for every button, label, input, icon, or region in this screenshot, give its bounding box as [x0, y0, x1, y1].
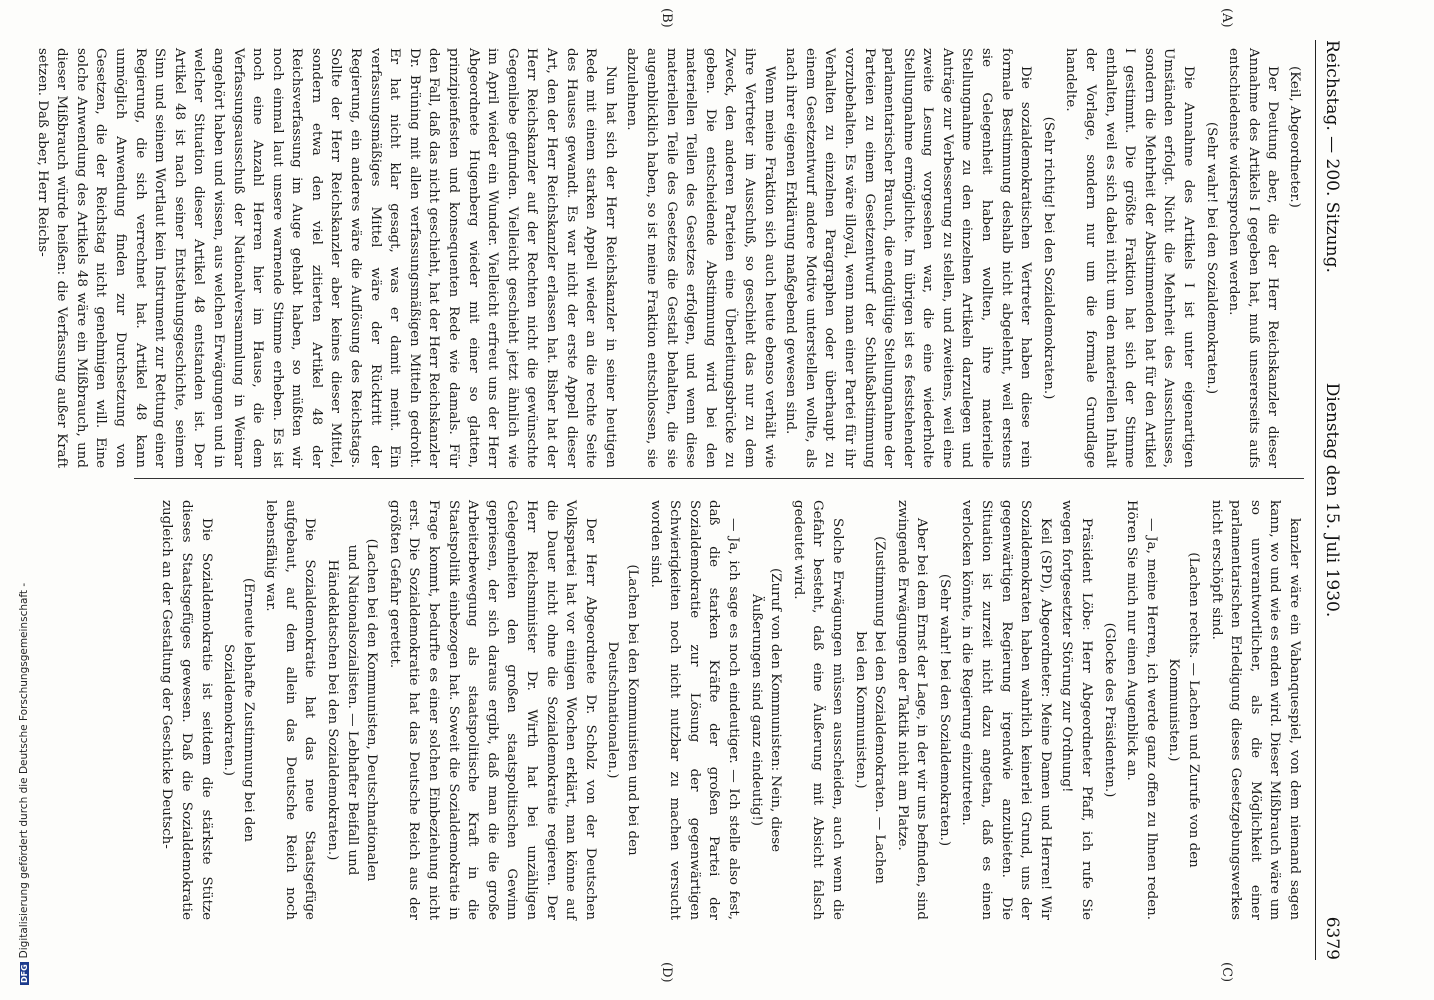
paragraph: — Ja, ich sage es noch eindeutiger. — Ich stelle also fest, daß die starken Kräfte der großen Partei der Sozialdemokratie zur Lösung der gegenwärtigen Schwierigkeiten noch nicht nutzbar zu machen versucht worden sind. — [647, 500, 741, 920]
column-divider — [134, 478, 1304, 479]
left-text-column — [30, 48, 1304, 468]
paragraph: Der Herr Abgeordnete Dr. Scholz von der Deutschen Volkspartei hat vor einigen Wochen erklärt, man könne auf die Dauer nicht ohne die Sozialdemokratie regieren. Der Herr Reichsminister Dr. Wirth hat bei unzähligen Gelegenheiten den großen staatspolitischen Gewinn gepriesen, der sich daraus ergibt, daß man die die große Arbeiterbewegung als staatspolitische Kraft in die Staatspolitik einbezogen hat. Soweit die Sozialdemokratie in Frage kommt, bedurfte es einer solchen Einbeziehung nicht erst. Die Sozialdemokratie hat das Deutsche Reich aus der größten Gefahr gerettet. — [386, 500, 598, 920]
paragraph: Aber bei dem Ernst der Lage, in der wir uns befinden, sind zwingende Erwägungen der Taktik nicht am Platze. — [894, 500, 930, 920]
footer-text: Digitalisierung gefördert durch die Deutsche Forschungsgemeinschaft - — [18, 582, 30, 959]
paragraph: Die sozialdemokratischen Vertreter haben diese rein formale Bestimmung deshalb nicht abgelehnt, weil erstens sie Gelegenheit haben wollten, ihre materielle Stellungnahme zu den einzelnen Artikeln darzulegen und Anträge zur Verbesserung zu stellen, und zweitens, weil eine zweite Lesung vorgesehen war, die eine wiederholte Stellungnahme ermöglichte. Im übrigen ist es feststehender parlamentarischer Brauch, die endgültige Stellungnahme der Parteien zu einem Gesetzentwurf der Schlußabstimmung vorzubehalten. Es wäre illoyal, wenn man einer Partei für ihr Verhalten zu einzelnen Paragraphen oder überhaupt zu einem Gesetzentwurf andere Motive unterstellen wollte, als nach ihrer eigenen Erklärung maßgebend gewesen sind. — [783, 48, 1034, 468]
margin-marker-b: (B) — [659, 8, 674, 28]
page-header — [1316, 40, 1342, 960]
interjection: (Lachen rechts. — Lachen und Zurufe von den Kommunisten.) — [1166, 552, 1202, 868]
paragraph: Nun hat sich der Herr Reichskanzler in seiner heutigen Rede mit einem starken Appell wieder an die rechte Seite des Hauses gewandt. Es war nicht der erste Appell dieser Art, den der Herr Reichskanzler erlassen hat. Bisher hat der Herr Reichskanzler auf der Rechten nicht die gewünschte Gegenliebe gefunden. Vielleicht geschieht jetzt ähnlich wie im April wieder ein Wunder. Vielleicht erfreut uns der Herr Abgeordnete Hugenberg wieder mit einer so glatten, prinzipienfesten und konsequenten Rede wie damals. Für den Fall, daß das nicht geschieht, hat der Herr Reichskanzler Dr. Brüning mit allen verfassungsmäßigen Mitteln gedroht. Er hat nicht klar gesagt, was er damit meint. Ein verfassungsmäßiges Mittel wäre der Rücktritt der Regierung, ein anderes wäre die Auflösung des Reichstags. Sollte der Herr Reichskanzler aber keines dieser Mittel, sondern etwa den viel zitierten Artikel 48 der Reichsverfassung im Auge gehabt haben, so müßten wir noch einmal laut unsere warnende Stimme erheben. Es ist noch eine Anzahl Herren hier im Hause, die dem Verfassungsausschuß der Nationalversammlung in Weimar angehört haben und wissen, aus welchen Erwägungen und in welcher Situation dieser Artikel 48 entstanden ist. Der Artikel 48 ist nach seiner Entstehungsgeschichte, seinem Sinn und seinem Wortlaut kein Instrument zur Rettung einer Regierung, die sich verrechnet hat. Artikel 48 kann unmöglich Anwendung finden zur Durchsetzung von Gesetzen, die der Reichstag nicht genehmigen will. Eine solche Anwendung des Artikels 48 wäre ein Mißbrauch, und dieser Mißbrauch würde heißen: die Verfassung außer Kraft setzen. Daß aber, Herr Reichs- — [34, 48, 618, 468]
margin-marker-c: (C) — [1219, 962, 1234, 983]
interjection: (Lachen bei den Kommunisten, Deutschnationalen und Nationalsozialisten. — Lebhafter Beifall und Händeklatschen bei den Sozialdemokraten.) — [325, 538, 380, 882]
interjection: (Zuruf von den Kommunisten: Nein, diese Äußerungen sind ganz eindeutig!) — [748, 567, 784, 853]
interjection: (Zustimmung bei den Sozialdemokraten. — Lachen bei den Kommunisten.) — [852, 536, 888, 884]
paragraph: Solche Erwägungen müssen ausscheiden, auch wenn die Gefahr besteht, daß eine Äußerung mit Absicht falsch gedeutet wird. — [790, 500, 845, 920]
paragraph: — Ja, meine Herren, ich werde ganz offen zu Ihnen reden. Hören Sie mich nur einen Augenblick an. — [1124, 500, 1159, 920]
header-left: Reichstag. — 200. Sitzung. — [1322, 40, 1342, 273]
interjection: (Sehr wahr! bei den Sozialdemokraten.) — [936, 573, 952, 847]
right-text-column — [155, 500, 1304, 920]
paragraph: Die Sozialdemokratie ist seitdem die stärkste Stütze dieses Staatsgefüges gewesen. Daß die Sozialdemokratie zugleich an der Gestaltung der Geschicke Deutsch- — [159, 500, 214, 920]
paragraph: Die Annahme des Artikels I ist unter eigenartigen Umständen erfolgt. Nicht die Mehrheit des Ausschusses, sondern die Mehrheit der Abstimmenden hat für den Artikel I gestimmt. Die größte Fraktion hat sich der Stimme enthalten, weil es sich dabei nicht um den materiellen Inhalt der Vorlage, sondern nur um die formale Grundlage handelte. — [1063, 48, 1197, 468]
paragraph: Die Sozialdemokratie hat das neue Staatsgefüge aufgebaut, auf dem allein das Deutsche Reich noch lebensfähig war. — [263, 500, 318, 920]
interjection: (Sehr wahr! bei den Sozialdemokraten.) — [1203, 121, 1219, 395]
paragraph: Wenn meine Fraktion sich auch heute ebenso verhält wie ihre Vertreter im Ausschuß, so geschieht das nur zu dem Zweck, den anderen Parteien eine Überleitungsbrücke zu geben. Die entscheidende Abstimmung wird bei den materiellen Teilen des Gesetzes erfolgen, und wenn diese materiellen Teile des Gesetzes die Gestalt behalten, die sie augenblicklich haben, so ist meine Fraktion entschlossen, sie abzulehnen. — [624, 48, 777, 468]
paragraph: Präsident Löbe: Herr Abgeordneter Pfaff, ich rufe Sie wegen fortgesetzter Störung zur Ordnung! — [1059, 500, 1095, 920]
interjection: (Glocke des Präsidenten.) — [1101, 622, 1117, 798]
margin-marker-a: (A) — [1219, 8, 1234, 28]
header-rule — [1315, 40, 1316, 960]
interjection: (Lachen bei den Kommunisten und bei den Deutschnationalen.) — [605, 564, 640, 856]
margin-marker-d: (D) — [659, 962, 674, 983]
paragraph: Der Deutung aber, die der Herr Reichskanzler dieser Annahme des Artikels I gegeben hat, muß unsererseits aufs entschiedenste widersprochen werden. — [1226, 48, 1281, 468]
header-date: Dienstag den 15. Juli 1930. — [1322, 382, 1342, 618]
paragraph: kanzler wäre ein Vabanquespiel, von dem niemand sagen kann, wo und wie es enden wird. Dieser Mißbrauch wäre um so unverantwortlicher, als die Möglichkeit einer parlamentarischen Erledigung dieses Gesetzgebungswerkes nicht erschöpft sind. — [1208, 500, 1302, 920]
paragraph: (Keil, Abgeordneter.) — [1287, 66, 1302, 208]
interjection: (Sehr richtig! bei den Sozialdemokraten.) — [1040, 116, 1056, 400]
interjection: (Erneute lebhafte Zustimmung bei den Sozialdemokraten.) — [221, 577, 256, 843]
page-number: 6379 — [1322, 916, 1342, 960]
dfg-logo: DFG — [20, 964, 29, 983]
paragraph: Keil (SPD), Abgeordneter: Meine Damen und Herren! Wir Sozialdemokraten haben wahrlich keinerlei Grund, uns der gegenwärtigen Regierung irgendwie anzubieten. Die Situation ist zurzeit nicht dazu angetan, daß es einen verlocken könnte, in die Regierung einzutreten. — [959, 500, 1053, 920]
footer-credit — [18, 583, 30, 985]
